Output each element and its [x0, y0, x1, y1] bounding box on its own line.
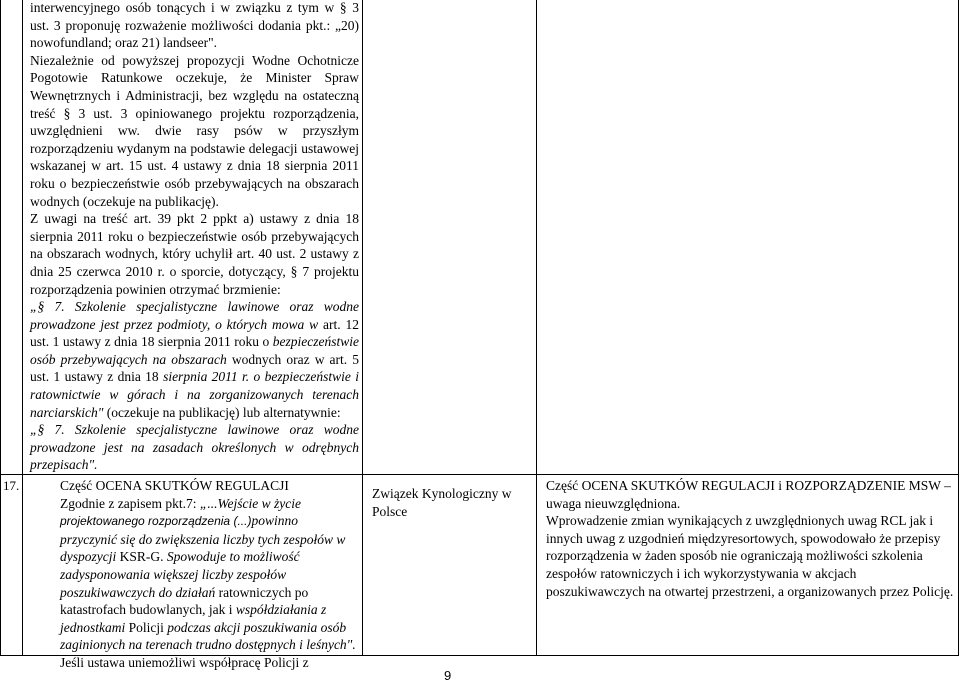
continued-paragraph-3: Z uwagi na treść art. 39 pkt 2 ppkt a) ustawy z dnia 18 sierpnia 2011 roku o bezpieczeństwie osób przebywających na obszarach wodnych, który uchylił art. 40 ust. 2 ustawy z dnia 25 czerwca 2010 r. o sporcie, dotyczący, § 7 projektu rozporządzenia powinien otrzymać brzmienie:	[30, 211, 359, 297]
quoted-text: sierpnia 2011 r. o bezpieczeństwie i ratownictwie w górach i na zorganizowanych terenach narciarskich"	[30, 369, 359, 420]
plain-text: KSR-G.	[119, 549, 167, 565]
plain-text: wodnych oraz w art. 5 ust. 1 ustawy z dnia 18	[30, 351, 359, 385]
response-heading: Część OCENA SKUTKÓW REGULACJI i ROZPORZĄDZENIE MSW – uwaga nieuwzględniona.	[546, 478, 951, 511]
quoted-text: powinno przyczynić się do zwiększenia liczby tych zespołów w dyspozycji	[60, 513, 346, 565]
plain-text: ratowniczych po katastrofach budowlanych, jak i	[60, 584, 309, 618]
quoted-text: projektowanego rozporządzenia (...)	[60, 514, 252, 529]
row-number: 17.	[3, 478, 20, 493]
continued-paragraph-1: interwencyjnego osób tonących i w związku z tym w § 3 ust. 3 proponuję rozważenie możliwości dodania pkt.: „20) nowofundland; oraz 21) landseer".	[30, 0, 359, 51]
continued-comment-cell	[30, 0, 359, 474]
quoted-text: „§ 7. Szkolenie specjalistyczne lawinowe oraz wodne prowadzone jest na zasadach określonych w odrębnych przepisach".	[30, 422, 359, 473]
plain-text: art. 12 ust. 1 ustawy z dnia 18 sierpnia 2011 roku o	[30, 316, 359, 350]
response-body: Wprowadzenie zmian wynikających z uwzględnionych uwag RCL jak i innych uwag z uzgodnień międzyresortowych, spowodowało że przepisy rozporządzenia w żaden sposób nie ograniczają możliwości szkolenia zespołów ratowniczych i ich wykorzystywania w akcjach poszukiwawczych na otwartej przestrzeni, a organizowanych przez Policję.	[546, 513, 954, 599]
plain-text: Zgodnie z zapisem pkt.7:	[60, 495, 200, 511]
closing-line: Jeśli ustawa uniemożliwi współpracę Policji z	[60, 654, 309, 670]
quoted-text: „...Wejście w życie	[199, 495, 301, 511]
column-divider-3	[536, 0, 537, 655]
page-number: 9	[444, 668, 452, 683]
quoted-passage	[60, 495, 358, 654]
section-heading: Część OCENA SKUTKÓW REGULACJI	[60, 478, 289, 493]
table-right-border	[958, 0, 959, 655]
quoted-text: bezpieczeństwie osób przebywających na obszarach	[30, 334, 359, 367]
quoted-text: „§ 7. Szkolenie specjalistyczne lawinowe oraz wodne prowadzone jest przez podmioty, o których mowa w	[30, 299, 359, 332]
response-cell	[546, 477, 954, 600]
table-left-border	[0, 0, 1, 655]
quoted-text: Spowoduje to możliwość zadysponowania większej liczby zespołów poszukiwawczych do działań	[60, 549, 300, 600]
column-divider-1	[22, 0, 23, 655]
column-divider-2	[362, 0, 363, 655]
quoted-text: współdziałania z jednostkami	[60, 602, 327, 635]
submitter-cell	[372, 485, 532, 520]
submitter-name: Związek Kynologiczny w Polsce	[372, 486, 512, 519]
row-divider	[0, 474, 959, 475]
continued-paragraph-2: Niezależnie od powyższej propozycji Wodne Ochotnicze Pogotowie Ratunkowe oczekuje, że Minister Spraw Wewnętrznych i Administracji, bez względu na ostateczną treść § 3 ust. 3 opiniowanego projektu rozporządzenia, uwzględnieni ww. dwie rasy psów w przyszłym rozporządzeniu wydanym na podstawie delegacji ustawowej wskazanej w art. 15 ust. 4 ustawy z dnia 18 sierpnia 2011 roku o bezpieczeństwie osób przebywających na obszarach wodnych (oczekuje na publikację).	[30, 52, 359, 209]
continued-paragraph-4	[30, 298, 359, 421]
continued-paragraph-5	[30, 421, 359, 474]
quoted-text: podczas akcji poszukiwania osób zaginionych na terenach trudno dostępnych i leśnych".	[60, 619, 356, 653]
plain-text: Policji	[125, 619, 168, 635]
plain-text: (oczekuje na publikację) lub alternatywnie:	[103, 404, 341, 420]
row17-comment-cell	[60, 477, 358, 672]
